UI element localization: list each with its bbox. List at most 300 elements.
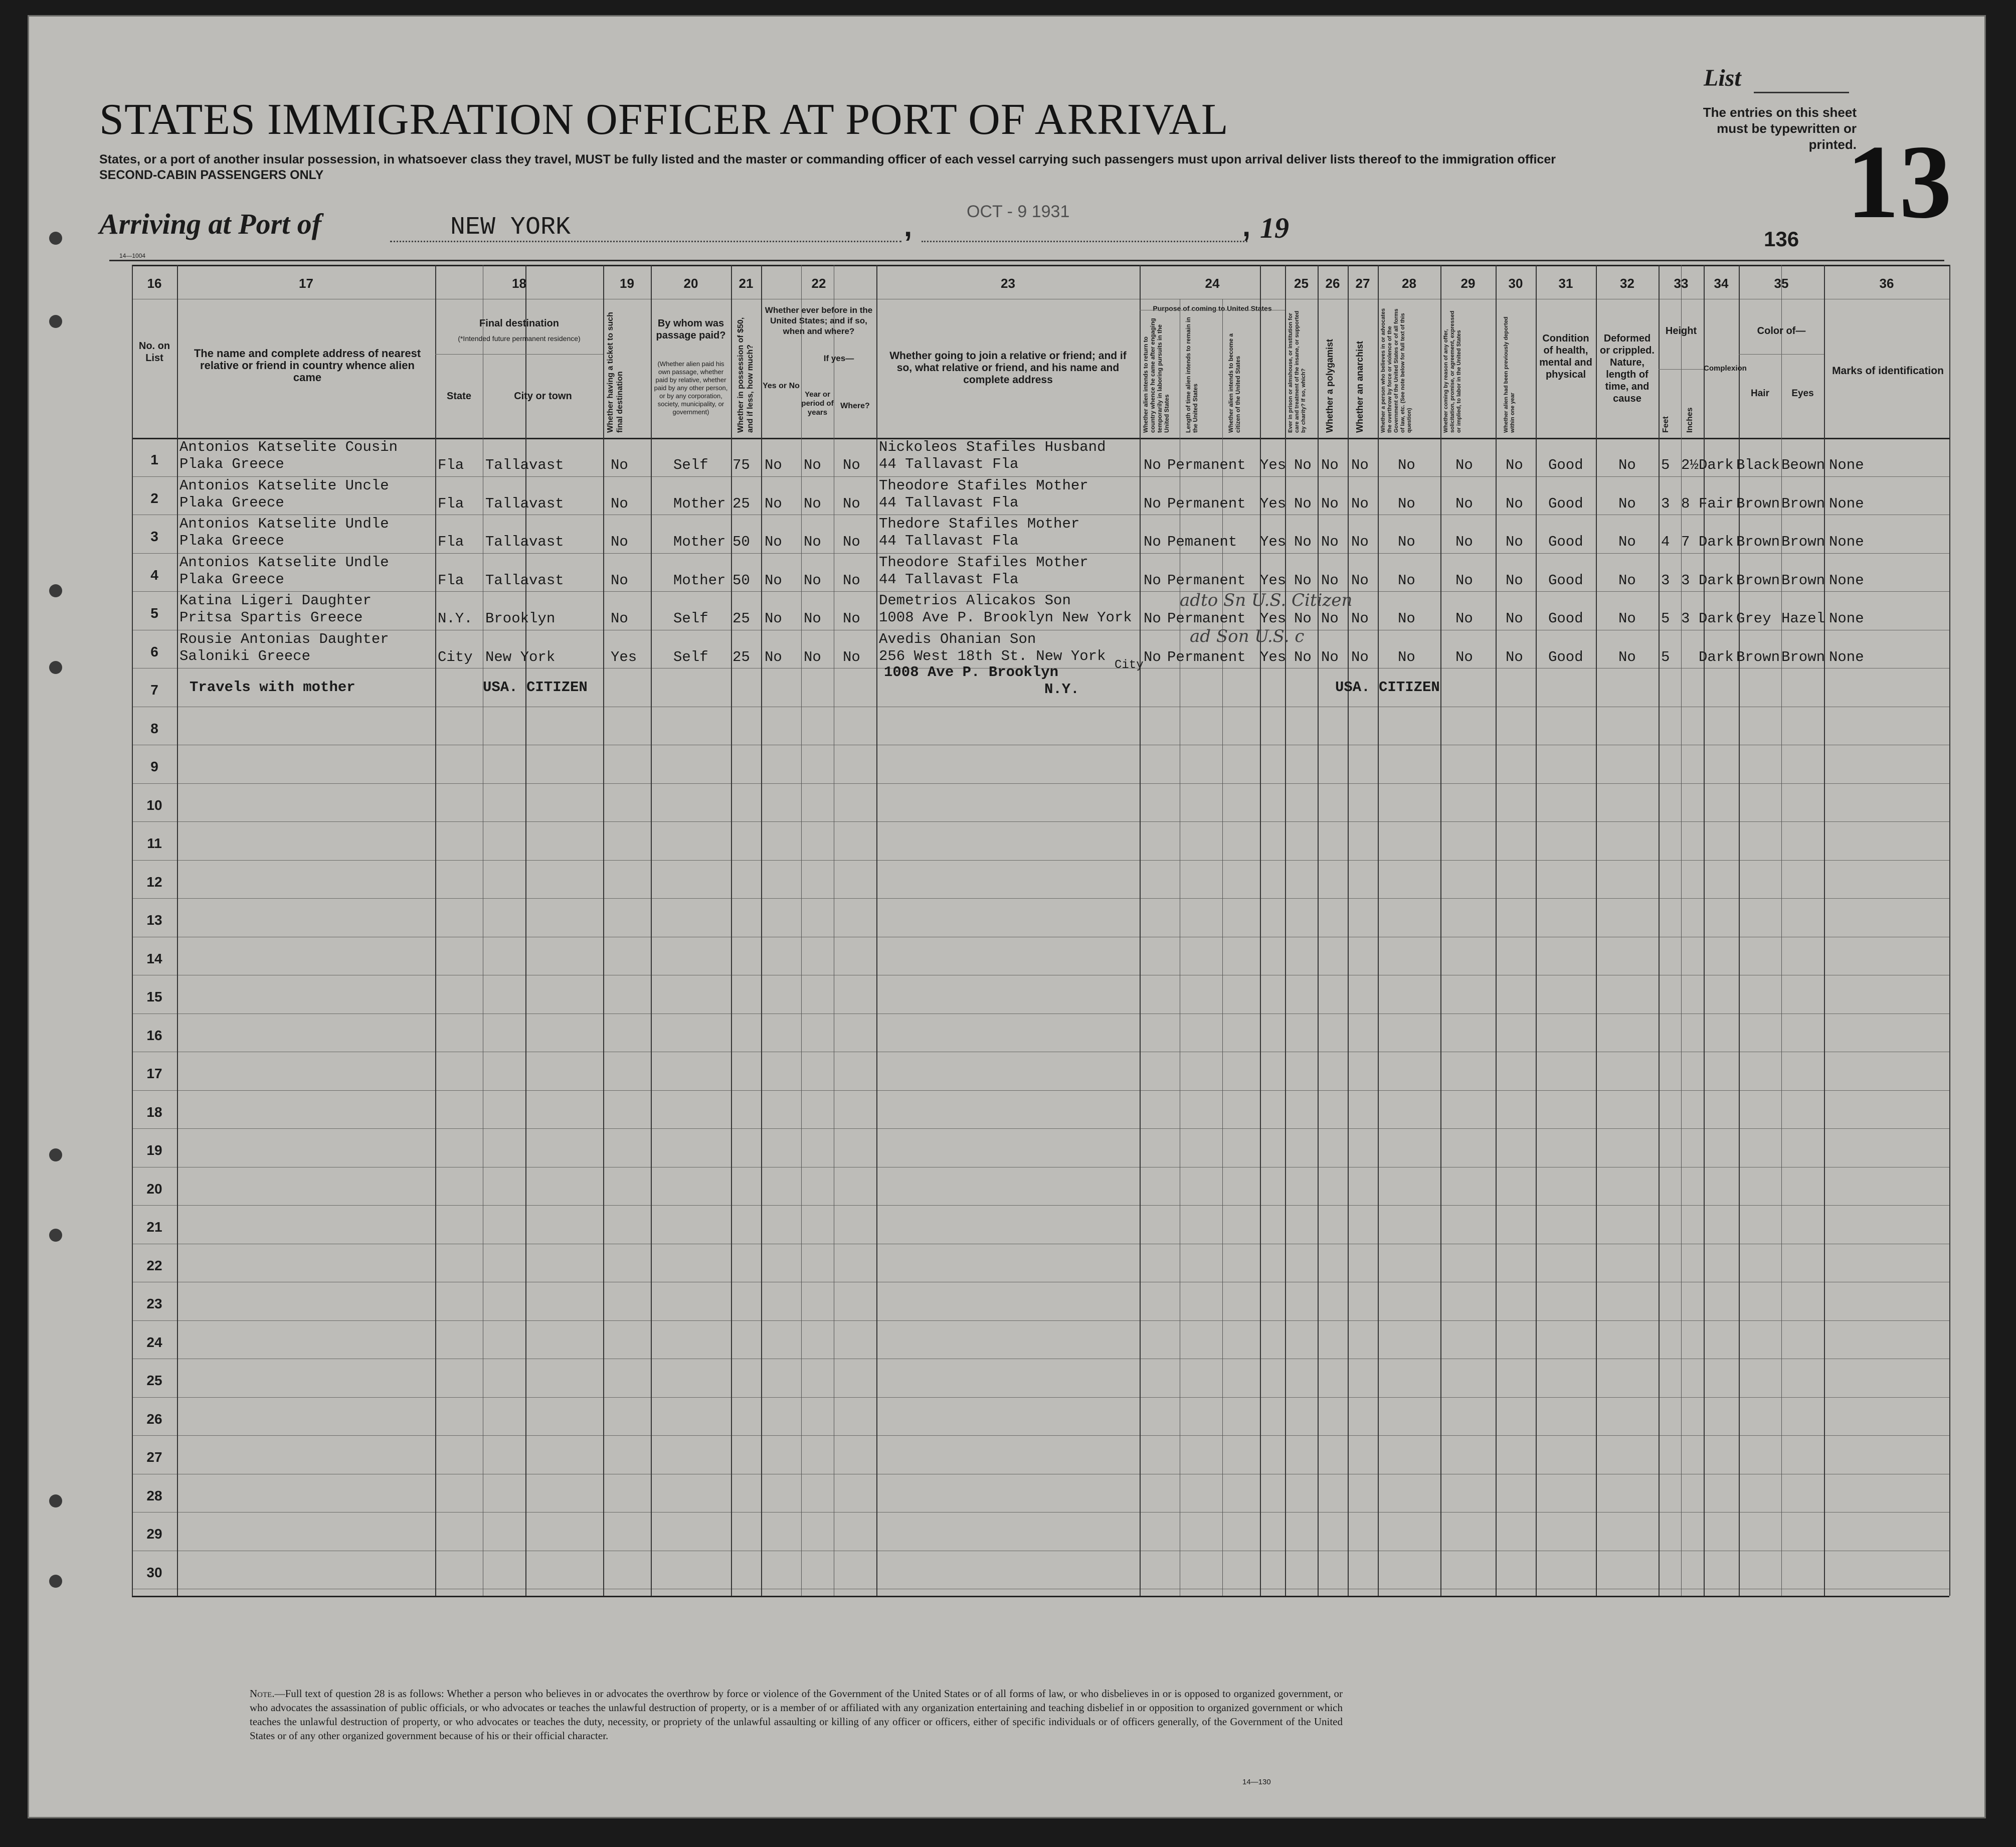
join-name: Demetrios Alicakos Son [879,592,1071,609]
row-number: 21 [146,1219,162,1235]
cell-polygamist: No [1321,495,1339,512]
cell-city: Brooklyn [485,610,556,627]
cell-length: Permanent [1167,572,1246,589]
cell-hair: Brown [1736,572,1780,589]
cell-where: No [843,572,860,589]
cell-prison: No [1294,495,1312,512]
cell-overthrow: No [1398,610,1415,627]
cell-labor: No [1455,534,1473,550]
cell-polygamist: No [1321,610,1339,627]
cell-city: New York [485,648,556,665]
subheader-years: Year or period of years [801,390,834,417]
row-number: 17 [146,1066,162,1081]
cell-overthrow: No [1398,572,1415,589]
relative-name: Rousie Antonias Daughter [179,630,389,647]
subheader-return: Whether alien intends to return to country whence he came after engaging temporarily in laboring pursuits in the United States [1142,318,1170,433]
cell-before: No [765,457,782,473]
cell-deported: No [1506,572,1523,589]
cell-overthrow: No [1398,534,1415,550]
join-address: 44 Tallavast Fla [879,571,1019,588]
cell-money: 50 [732,572,750,589]
relative-name: Antonios Katselite Uncle [179,477,389,494]
cell-before: No [765,495,782,512]
cell-marks: None [1829,495,1864,512]
port-value: NEW YORK [450,213,571,242]
cell-deported: No [1506,495,1523,512]
cell-return: No [1144,534,1161,550]
cell-prison: No [1294,648,1312,665]
footnote-code: 14—130 [1242,1778,1271,1786]
relative-address: Saloniki Greece [179,647,311,664]
cell-paid: Self [673,610,708,627]
column-rule [1496,265,1497,1596]
cell-anarchist: No [1351,648,1369,665]
subheader-eyes: Eyes [1791,388,1814,399]
row-rule [132,1128,1949,1129]
cell-ticket: Yes [611,648,637,665]
column-number: 35 [1774,276,1789,291]
cell-prison: No [1294,534,1312,550]
column-number: 28 [1402,276,1416,291]
cell-before: No [765,648,782,665]
instructions-text: States, or a port of another insular possession, in whatsoever class they travel, MUST be fully listed and the master or commanding officer of each vessel carrying such passengers must upon arrival deliver lists thereof to the immigration officer [99,152,1556,166]
document-title: STATES IMMIGRATION OFFICER AT PORT OF ARRIVAL [99,95,1229,144]
column-header: Whether a person who believes in or advocates the overthrow by force or violence of the Government of the United States or of all forms of law, etc. (See note below for full text of this question) [1380,308,1412,433]
cell-before: No [765,572,782,589]
column-header: Whether coming by reason of any offer, solicitation, promise, or agreement, expressed or implied, to labor in the United States [1443,310,1462,433]
cell-money: 25 [732,648,750,665]
table-top-rule [132,265,1949,266]
cell-eyes: Beown [1781,457,1825,473]
row-number: 27 [146,1449,162,1465]
cell-money: 50 [732,534,750,550]
table-bottom-rule [132,1596,1949,1597]
cell-deported: No [1506,610,1523,627]
column-rule [876,265,877,1596]
row-number: 11 [147,835,162,851]
column-header: Whether a polygamist [1325,339,1335,433]
sheet-number: 13 [1847,124,1952,240]
column-rule [1440,265,1441,1596]
cell-deported: No [1506,457,1523,473]
row-rule [132,1397,1949,1398]
row-number: 24 [146,1334,162,1350]
relative-address: Plaka Greece [179,533,284,549]
binder-hole [49,1148,62,1161]
row-rule [132,783,1949,784]
row-number: 22 [146,1257,162,1273]
cell-state: N.Y. [438,610,473,627]
cell-years: No [804,610,821,627]
pencil-annotation: ad Son U.S. c [1190,626,1305,646]
cell-years: No [804,572,821,589]
join-address: 44 Tallavast Fla [879,494,1019,511]
relative-name: Katina Ligeri Daughter [179,592,372,609]
cell-deformed: No [1618,457,1636,473]
cell-feet: 3 [1661,495,1670,512]
cell-marks: None [1829,457,1864,473]
cell-feet: 5 [1661,457,1670,473]
cell-eyes: Brown [1781,534,1825,550]
subheader-hair: Hair [1751,388,1769,399]
cell-polygamist: No [1321,534,1339,550]
column-header-note: (*Intended future permanent residence) [458,334,581,343]
cell-labor: No [1455,495,1473,512]
cell-marks: None [1829,534,1864,550]
binder-hole [49,1494,62,1507]
subheader-rule [1659,369,1704,370]
subheader-rule [1739,354,1824,355]
subheader-if-yes: If yes— [823,354,854,363]
cell-complexion: Dark [1699,572,1734,589]
cell-length: Permanent [1167,495,1246,512]
column-header: Marks of identification [1832,365,1944,377]
cell-polygamist: No [1321,572,1339,589]
cell-ticket: No [611,572,628,589]
arriving-label: Arriving at Port of [99,208,322,240]
file-number: 136 [1764,227,1799,251]
column-header: Ever in prison or almshouse, or institution for care and treatment of the insane, or supported by charity? If so, which? [1288,310,1307,433]
cell-overthrow: No [1398,495,1415,512]
cell-hair: Black [1736,457,1780,473]
column-rule [1596,265,1597,1596]
column-rule [761,265,762,1596]
cell-labor: No [1455,648,1473,665]
column-number: 20 [683,276,698,291]
column-header: Color of— [1757,325,1806,337]
relative-address: Plaka Greece [179,456,284,472]
cell-labor: No [1455,457,1473,473]
destination-note: USA. CITIZEN [483,679,588,696]
year-prefix: 19 [1260,212,1289,244]
subheader-state: State [447,391,471,402]
row-rule [132,1512,1949,1513]
column-header: Whether an anarchist [1355,341,1365,433]
footnote-label: Note. [250,1688,275,1700]
relative-address: Plaka Greece [179,571,284,588]
cell-anarchist: No [1351,534,1369,550]
cell-before: No [765,534,782,550]
join-address: 256 West 18th St. New York [879,647,1106,664]
travel-note: Travels with mother [190,679,355,696]
join-name: Thedore Stafiles Mother [879,516,1080,532]
column-rule [651,265,652,1596]
join-name: Nickoleos Stafiles Husband [879,439,1106,455]
row-number: 19 [146,1142,162,1158]
cell-prison: No [1294,457,1312,473]
row-number: 5 [150,605,158,621]
citizen-note: USA. CITIZEN [1335,679,1440,696]
cell-anarchist: No [1351,572,1369,589]
cell-health: Good [1548,572,1583,589]
cell-return: No [1144,495,1161,512]
cell-prison: No [1294,610,1312,627]
binder-hole [49,232,62,245]
cell-marks: None [1829,648,1864,665]
column-number: 26 [1325,276,1340,291]
cell-paid: Self [673,648,708,665]
column-number: 34 [1714,276,1729,291]
column-rule [1949,265,1950,1596]
row-number: 14 [146,950,162,966]
cell-ticket: No [611,495,628,512]
row-number: 9 [150,759,158,774]
binder-hole [49,661,62,674]
column-header: By whom was passage paid? [656,318,726,341]
cell-where: No [843,457,860,473]
cell-where: No [843,534,860,550]
cell-return: No [1144,457,1161,473]
cell-money: 75 [732,457,750,473]
cell-overthrow: No [1398,648,1415,665]
row-number: 10 [146,797,162,813]
row-rule [132,476,1949,477]
subheader-yes-no: Yes or No [763,382,800,390]
cell-prison: No [1294,572,1312,589]
column-header-note: (Whether alien paid his own passage, whether paid by relative, whether paid by any other person, or by any corporation, society, municipality, or government) [654,360,728,416]
cell-deformed: No [1618,648,1636,665]
column-rule [1222,299,1223,1596]
column-number: 21 [739,276,754,291]
subheader-length: Length of time alien intends to remain in the United States [1185,317,1199,433]
join-address: 1008 Ave P. Brooklyn New York [879,609,1132,626]
row-number: 6 [150,643,158,659]
binder-hole [49,584,62,597]
cell-inches: 3 [1681,572,1690,589]
column-header: Whether going to join a relative or friend; and if so, what relative or friend, and his name and complete address [889,350,1127,386]
row-number: 23 [146,1296,162,1311]
subheader-rule [435,354,603,355]
cell-where: No [843,648,860,665]
cell-citizen: Yes [1260,610,1287,627]
cell-ticket: No [611,457,628,473]
row-number: 26 [146,1411,162,1427]
column-header: Complexion [1704,364,1747,373]
cell-eyes: Brown [1781,648,1825,665]
cell-complexion: Dark [1699,610,1734,627]
cell-complexion: Dark [1699,534,1734,550]
cell-health: Good [1548,648,1583,665]
form-code: 14—1004 [119,252,146,259]
cell-anarchist: No [1351,457,1369,473]
subheader-city: City or town [514,391,572,402]
join-name: Avedis Ohanian Son [879,630,1036,647]
cell-years: No [804,534,821,550]
cell-return: No [1144,572,1161,589]
relative-address: Pritsa Spartis Greece [179,609,363,626]
cell-inches: 8 [1681,495,1690,512]
cell-hair: Brown [1736,648,1780,665]
join-address: 44 Tallavast Fla [879,456,1019,472]
cell-feet: 3 [1661,572,1670,589]
cell-years: No [804,495,821,512]
cell-polygamist: No [1321,457,1339,473]
row-rule [132,1205,1949,1206]
cell-money: 25 [732,495,750,512]
cell-eyes: Brown [1781,495,1825,512]
cell-years: No [804,648,821,665]
cell-paid: Mother [673,572,726,589]
cell-anarchist: No [1351,495,1369,512]
column-rule [1536,265,1537,1596]
cell-eyes: Hazel [1781,610,1825,627]
cell-where: No [843,495,860,512]
pencil-annotation: adto Sn U.S. Citizen [1180,590,1353,610]
cell-citizen: Yes [1260,572,1287,589]
instructions [99,152,1729,183]
cell-state: Fla [438,457,464,473]
column-rule [1318,265,1319,1596]
column-rule [177,265,178,1596]
row-number: 12 [146,874,162,890]
column-number: 16 [147,276,162,291]
row-number: 2 [150,490,158,506]
cell-deported: No [1506,648,1523,665]
cell-deported: No [1506,534,1523,550]
column-rule [1378,265,1379,1596]
row-rule [132,898,1949,899]
row-rule [132,591,1949,592]
cell-marks: None [1829,610,1864,627]
row-number: 15 [146,989,162,1004]
column-number: 23 [1001,276,1015,291]
cell-ticket: No [611,610,628,627]
row-number: 29 [146,1526,162,1542]
column-header: Whether ever before in the United States; and if so, when and where? [765,305,873,336]
row-number: 18 [146,1104,162,1120]
cell-hair: Grey [1736,610,1771,627]
cell-before: No [765,610,782,627]
column-rule [731,265,732,1596]
column-rule [801,265,802,1596]
cell-city: Tallavast [485,457,564,473]
top-rule [109,260,1944,261]
row-number: 8 [150,720,158,736]
relative-name: Antonios Katselite Undle [179,554,389,571]
row-rule [132,860,1949,861]
manifest-sheet [28,15,1986,1818]
cell-city: Tallavast [485,495,564,512]
column-number: 24 [1205,276,1220,291]
cell-health: Good [1548,610,1583,627]
column-header: Final destination [479,318,559,329]
footnote-text: —Full text of question 28 is as follows: Whether a person who believes in or advocates the overthrow by force or violence of the Government of the United States or of all forms of law, or who disbelieves in or is opposed to organized government, or who advocates the assassination of public officials, or who advocates or teaches the unlawful destruction of property, or is a member of or affiliated with any organization entertaining and teaching disbelief in or opposition to organized government or which teaches the unlawful destruction of property, or who advocates or teaches the duty, necessity, or propriety of the unlawful assaulting or killing of any officer or officers, either of specific individuals or of officers generally, of the Government of the United States or of any other organized government because of his or their official character. [250,1688,1343,1742]
cell-citizen: Yes [1260,495,1287,512]
cell-inches: 7 [1681,534,1690,550]
cell-city: Tallavast [485,534,564,550]
cell-labor: No [1455,610,1473,627]
column-number: 33 [1674,276,1689,291]
date-line [922,241,1247,242]
column-header: Whether having a ticket to such final destination [606,312,624,433]
cell-paid: Mother [673,534,726,550]
cell-inches: 3 [1681,610,1690,627]
cell-complexion: Fair [1699,495,1734,512]
cell-length: Permanent [1167,610,1246,627]
join-address-note: 1008 Ave P. Brooklyn [884,664,1059,681]
list-line [1754,92,1849,93]
row-number: 25 [146,1373,162,1388]
comma: , [904,210,912,243]
cell-hair: Brown [1736,534,1780,550]
cell-state: Fla [438,572,464,589]
join-name: Theodore Stafiles Mother [879,554,1088,571]
cell-citizen: Yes [1260,457,1287,473]
column-number: 32 [1620,276,1634,291]
subheader-where: Where? [840,402,870,410]
column-header: Deformed or crippled. Nature, length of time, and cause [1600,333,1655,404]
relative-name: Antonios Katselite Cousin [179,439,398,455]
relative-name: Antonios Katselite Undle [179,516,389,532]
row-rule [132,821,1949,822]
join-address: 44 Tallavast Fla [879,533,1019,549]
column-number: 31 [1558,276,1573,291]
column-rule [435,265,436,1596]
cell-length: Permanent [1167,457,1246,473]
cell-feet: 5 [1661,610,1670,627]
date-stamp: OCT - 9 1931 [967,202,1070,221]
row-number: 20 [146,1181,162,1197]
row-rule [132,1090,1949,1091]
cell-length: Permanent [1167,648,1246,665]
subheader-inches: Inches [1686,407,1694,433]
cell-paid: Mother [673,495,726,512]
column-header: Whether alien had been previously deported within one year [1503,316,1516,433]
cell-deformed: No [1618,495,1636,512]
cell-overthrow: No [1398,457,1415,473]
column-number: 17 [299,276,313,291]
cell-deformed: No [1618,534,1636,550]
cell-state: Fla [438,495,464,512]
cell-anarchist: No [1351,610,1369,627]
cell-paid: Self [673,457,708,473]
column-number: 30 [1508,276,1523,291]
binder-hole [49,1229,62,1242]
cell-complexion: Dark [1699,648,1734,665]
cell-complexion: Dark [1699,457,1734,473]
cell-labor: No [1455,572,1473,589]
manifest-table [132,265,1949,1671]
cell-return: No [1144,648,1161,665]
subheader-feet: Feet [1662,416,1670,433]
subtitle: SECOND-CABIN PASSENGERS ONLY [99,168,324,182]
cell-citizen: Yes [1260,534,1287,550]
binder-hole [49,1575,62,1588]
cell-citizen: Yes [1260,648,1287,665]
column-rule [1348,265,1349,1596]
cell-deformed: No [1618,572,1636,589]
column-rule [1659,265,1660,1596]
column-rule [603,265,604,1596]
column-header: Whether in possession of $50, and if less, how much? [737,317,755,433]
cell-hair: Brown [1736,495,1780,512]
row-number: 13 [146,912,162,928]
binder-hole [49,315,62,328]
relative-address: Plaka Greece [179,494,284,511]
cell-return: No [1144,610,1161,627]
footnote [250,1687,1343,1743]
comma: , [1242,210,1251,243]
cell-length: Pemanent [1167,534,1237,550]
join-name: Theodore Stafiles Mother [879,477,1088,494]
cell-state: Fla [438,534,464,550]
cell-health: Good [1548,534,1583,550]
cell-marks: None [1829,572,1864,589]
list-label: List [1704,65,1741,91]
sheet-note: The entries on this sheet must be typewritten or printed. [1703,105,1857,152]
column-header: No. on List [138,341,170,364]
row-number: 7 [150,682,158,698]
